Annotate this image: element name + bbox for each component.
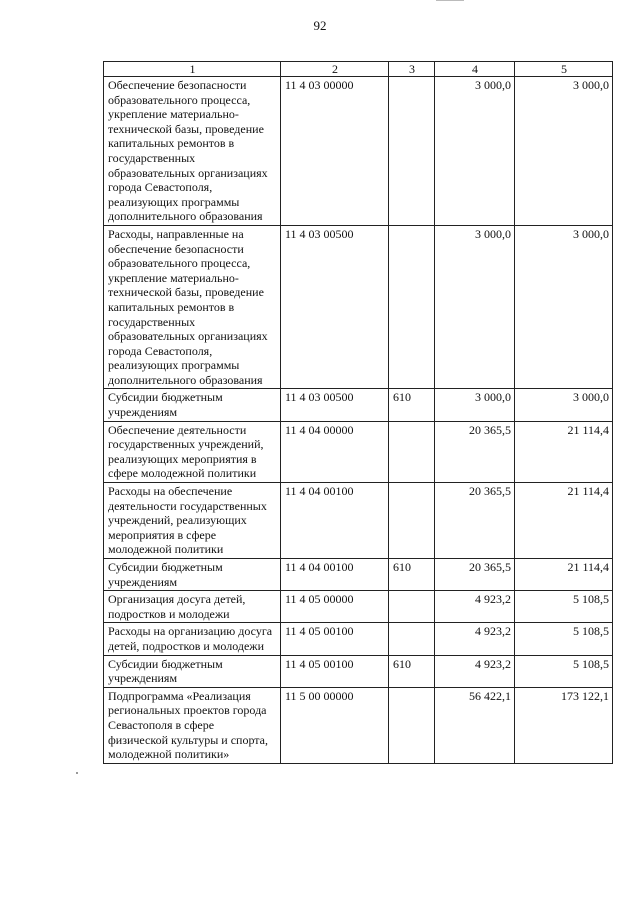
row-kvr: 610: [389, 655, 435, 687]
row-kvr: [389, 421, 435, 482]
row-value-2: 5 108,5: [515, 591, 613, 623]
table-row: [104, 421, 613, 482]
table-row: [104, 225, 613, 389]
row-value-2: 3 000,0: [515, 225, 613, 389]
row-name: Подпрограмма «Реализация региональных проектов города Севастополя в сфере физической культуры и спорта, молодежной политики»: [104, 687, 281, 763]
row-value-1: 20 365,5: [435, 421, 515, 482]
row-value-1: 20 365,5: [435, 483, 515, 559]
column-header-5: 5: [515, 62, 613, 77]
page-number: 92: [313, 18, 327, 33]
row-code: 11 4 04 00000: [281, 421, 389, 482]
table-row: [104, 655, 613, 687]
row-value-2: 173 122,1: [515, 687, 613, 763]
row-code: 11 5 00 00000: [281, 687, 389, 763]
column-header-2: 2: [281, 62, 389, 77]
column-header-1: 1: [104, 62, 281, 77]
row-value-1: 4 923,2: [435, 655, 515, 687]
row-kvr: [389, 687, 435, 763]
header-row: [104, 62, 613, 77]
table-body: [104, 77, 613, 764]
row-value-2: 3 000,0: [515, 77, 613, 226]
row-code: 11 4 04 00100: [281, 559, 389, 591]
row-value-1: 56 422,1: [435, 687, 515, 763]
table-row: [104, 483, 613, 559]
row-code: 11 4 03 00500: [281, 225, 389, 389]
row-value-2: 21 114,4: [515, 421, 613, 482]
scan-dot: [76, 772, 78, 774]
row-kvr: 610: [389, 389, 435, 421]
row-value-1: 3 000,0: [435, 77, 515, 226]
column-header-4: 4: [435, 62, 515, 77]
row-value-1: 20 365,5: [435, 559, 515, 591]
row-value-1: 3 000,0: [435, 389, 515, 421]
row-name: Организация досуга детей, подростков и молодежи: [104, 591, 281, 623]
row-name: Субсидии бюджетным учреждениям: [104, 389, 281, 421]
row-kvr: [389, 623, 435, 655]
table-row: [104, 77, 613, 226]
row-kvr: [389, 77, 435, 226]
row-kvr: [389, 225, 435, 389]
column-header-3: 3: [389, 62, 435, 77]
row-name: Расходы на организацию досуга детей, подростков и молодежи: [104, 623, 281, 655]
table-row: [104, 389, 613, 421]
row-code: 11 4 03 00000: [281, 77, 389, 226]
row-value-2: 5 108,5: [515, 655, 613, 687]
row-kvr: [389, 483, 435, 559]
table-row: [104, 591, 613, 623]
row-code: 11 4 05 00100: [281, 655, 389, 687]
row-name: Обеспечение безопасности образовательного процесса, укрепление материально-технической базы, проведение капитальных ремонтов в государственных образовательных организациях города Севастополя, реализующих программы дополнительного образования: [104, 77, 281, 226]
table-header: [104, 62, 613, 77]
row-name: Расходы на обеспечение деятельности государственных учреждений, реализующих мероприятия в сфере молодежной политики: [104, 483, 281, 559]
row-code: 11 4 05 00000: [281, 591, 389, 623]
row-value-1: 4 923,2: [435, 623, 515, 655]
table-row: [104, 687, 613, 763]
budget-table: [103, 61, 613, 764]
row-code: 11 4 05 00100: [281, 623, 389, 655]
row-value-2: 5 108,5: [515, 623, 613, 655]
scan-mark: [436, 0, 464, 1]
row-value-2: 3 000,0: [515, 389, 613, 421]
row-name: Субсидии бюджетным учреждениям: [104, 655, 281, 687]
row-kvr: 610: [389, 559, 435, 591]
row-code: 11 4 04 00100: [281, 483, 389, 559]
row-value-2: 21 114,4: [515, 483, 613, 559]
row-value-1: 3 000,0: [435, 225, 515, 389]
row-kvr: [389, 591, 435, 623]
row-name: Обеспечение деятельности государственных учреждений, реализующих мероприятия в сфере молодежной политики: [104, 421, 281, 482]
row-code: 11 4 03 00500: [281, 389, 389, 421]
row-name: Расходы, направленные на обеспечение безопасности образовательного процесса, укрепление материально-технической базы, проведение капитальных ремонтов в государственных образовательных организациях города Севастополя, реализующих программы дополнительного образования: [104, 225, 281, 389]
table-row: [104, 623, 613, 655]
row-value-2: 21 114,4: [515, 559, 613, 591]
table-row: [104, 559, 613, 591]
row-name: Субсидии бюджетным учреждениям: [104, 559, 281, 591]
row-value-1: 4 923,2: [435, 591, 515, 623]
